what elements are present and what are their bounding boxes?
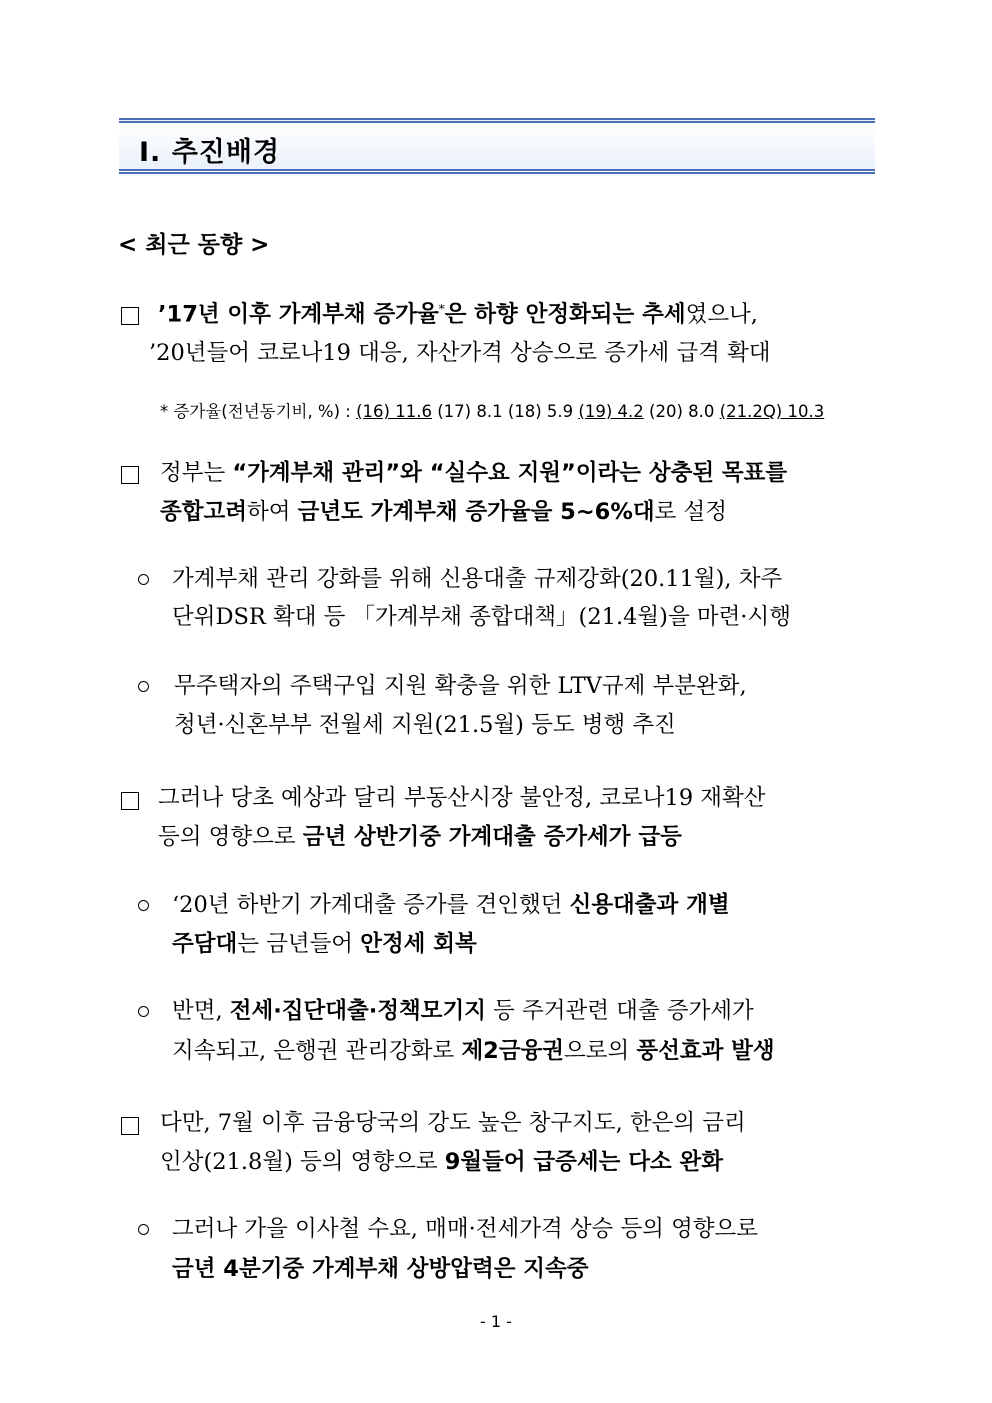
s3-b1-line2 [172,933,477,956]
s3-b1-line1 [172,894,730,917]
s3-b2-line2-b: 제2금융권 [461,1038,565,1064]
s3-b1-line2-a: 는 금년들어 [237,931,361,957]
circle-bullet [138,681,149,692]
s2-line1 [160,462,787,485]
s1-line1-lead: ’17년 이후 가계부채 증가율 [158,301,439,328]
s3-b1-line2-b1: 주담대 [172,931,238,957]
s2-b2-line2: 청년·신혼부부 전월세 지원(21.5월) 등도 병행 추진 [174,712,676,738]
s2-line2-a: 하여 [246,499,298,525]
s3-line2 [158,826,682,849]
footnote-17-18: (17) 8.1 (18) 5.9 [431,402,579,421]
s3-b2-line2-a: 지속되고, 은행권 관리강화로 [172,1038,462,1064]
s2-b1-line1: 가계부채 관리 강화를 위해 신용대출 규제강화(20.11월), 차주 [172,566,783,592]
s4-line2-b: 9월들어 급증세는 다소 완화 [444,1149,723,1175]
s4-line1: 다만, 7월 이후 금융당국의 강도 높은 창구지도, 한은의 금리 [160,1110,746,1136]
checkbox-bullet [121,1117,139,1135]
footnote-20: (20) 8.0 [643,402,720,421]
s4-b1-line1: 그러나 가을 이사철 수요, 매매·전세가격 상승 등의 영향으로 [172,1216,759,1242]
s2-line2-b2: 금년도 가계부채 증가율을 5~6%대 [297,499,655,525]
subheading: < 최근 동향 > [118,232,270,258]
s1-line1-tail: 였으나, [685,301,758,328]
s3-b2-line1-a: 반면, [172,998,230,1024]
checkbox-bullet [121,466,139,484]
s4-b1-line2-bold: 금년 4분기중 가계부채 상방압력은 지속중 [172,1256,589,1282]
s3-line1: 그러나 당초 예상과 달리 부동산시장 불안정, 코로나19 재확산 [158,785,766,811]
s2-line2-b1: 종합고려 [160,499,247,525]
s1-line1 [158,303,758,326]
s3-b1-line2-b2: 안정세 회복 [360,931,477,957]
s4-line2-a: 인상(21.8월) 등의 영향으로 [160,1149,445,1175]
s1-line2: ’20년들어 코로나19 대응, 자산가격 상승으로 증가세 급격 확대 [149,340,771,366]
s3-b2-line1-c: 등 주거관련 대출 증가세가 [485,998,754,1024]
circle-bullet [138,900,149,911]
s3-b2-line1 [172,1000,754,1023]
s4-b1-line2 [172,1258,588,1281]
footnote-16: (16) 11.6 [356,402,432,421]
s3-line2-a: 등의 영향으로 [158,824,303,850]
s2-line1-a: 정부는 [160,460,233,486]
page-number: - 1 - [480,1312,512,1331]
s3-b1-line1-a: ‘20년 하반기 가계대출 증가를 견인했던 [172,892,570,918]
s3-b2-line2-c: 으로의 [564,1038,637,1064]
s3-b2-line2 [172,1040,775,1063]
s1-asterisk: * [438,302,445,316]
circle-bullet [138,1006,149,1017]
s2-line2 [160,501,727,524]
footnote-21: (21.2Q) 10.3 [719,402,825,421]
s2-b1-line2: 단위DSR 확대 등 「가계부채 종합대책」(21.4월)을 마련·시행 [172,604,791,630]
section-header [119,118,875,174]
s3-line2-b: 금년 상반기중 가계대출 증가세가 급등 [302,824,682,850]
circle-bullet [138,1224,149,1235]
checkbox-bullet [121,307,139,325]
footnote [160,398,824,422]
s2-b2-line1: 무주택자의 주택구입 지원 확충을 위한 LTV규제 부분완화, [174,673,747,699]
s4-line2 [160,1151,723,1174]
s3-b1-line1-b: 신용대출과 개별 [569,892,730,918]
circle-bullet [138,574,149,585]
footnote-prefix: * 증가율(전년동기비, %) : [160,402,357,421]
section-title: Ⅰ. 추진배경 [139,137,281,168]
s1-line1-bold: 은 하향 안정화되는 추세 [444,301,686,328]
s2-line2-c: 로 설정 [654,499,727,525]
s3-b2-line1-b: 전세·집단대출·정책모기지 [229,998,486,1024]
s3-b2-line2-d: 풍선효과 발생 [636,1038,775,1064]
s2-line1-b: “가계부채 관리”와 “실수요 지원”이라는 상충된 목표를 [232,460,788,486]
footnote-19: (19) 4.2 [578,402,644,421]
checkbox-bullet [121,792,139,810]
